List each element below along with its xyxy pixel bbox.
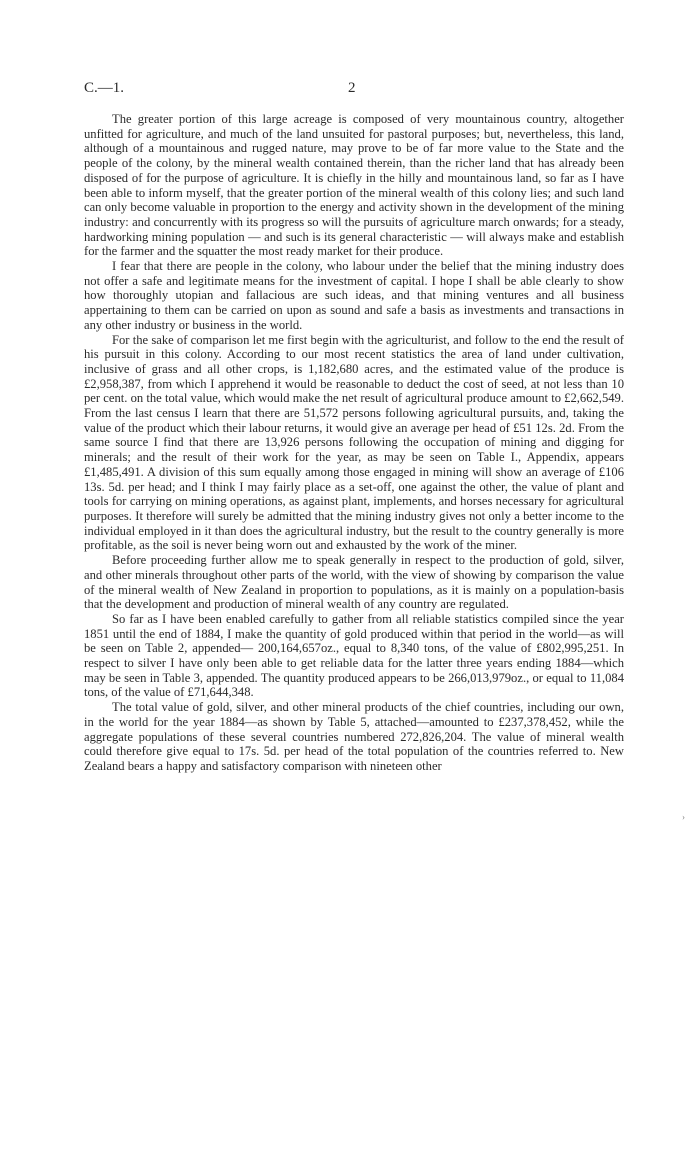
paragraph: The greater portion of this large acreage is composed of very mountainous country, altogether unfitted for agriculture, and much of the land unsuited for pastoral purposes; but, nevertheless, this land, although of a mountainous and rugged nature, may prove to be of far more value to the State and the people of the colony, by the mineral wealth contained therein, than the richer land that has already been disposed of for the purpose of agriculture. It is chiefly in the hilly and mountainous land, so far as I have been able to inform myself, that the greater portion of the mineral wealth of this colony lies; and such land can only become valuable in proportion to the energy and activity shown in the development of the mining industry: and concurrently with its progress so will the pursuits of agriculture march onwards; for a steady, hardworking mining population — and such is its general characteristic — will always make and establish for the farmer and the squatter the most ready market for their produce. (84, 112, 624, 259)
paragraph: For the sake of comparison let me first begin with the agriculturist, and follow to the end the result of his pursuit in this colony. According to our most recent statistics the area of land under cultivation, inclusive of grass and all other crops, is 1,182,680 acres, and the estimated value of the produce is £2,958,387, from which I apprehend it would be reasonable to deduct the cost of seed, at not less than 10 per cent. on the total value, which would make the net result of agricultural produce amount to £2,662,549. From the last census I learn that there are 51,572 persons following agricultural pursuits, and, taking the value of the product which their labour returns, it would give an average per head of £51 12s. 2d. From the same source I find that there are 13,926 persons following the occupation of mining and digging for minerals; and the result of their work for the year, as may be seen on Table I., Appendix, appears £1,485,491. A division of this sum equally among those engaged in mining will show an average of £106 13s. 5d. per head; and I think I may fairly place as a set-off, one against the other, the value of plant and tools for carrying on mining operations, as against plant, implements, and horses necessary for agricultural purposes. It therefore will surely be admitted that the mining industry gives not only a better income to the individual employed in it than does the agricultural industry, but the result to the country generally is more profitable, as the soil is never being worn out and exhausted by the work of the miner. (84, 332, 624, 553)
page-header (84, 80, 624, 100)
scan-margin-mark: › (682, 812, 685, 822)
body-text (84, 112, 624, 774)
document-reference: C.—1. (84, 80, 125, 96)
paragraph: Before proceeding further allow me to speak generally in respect to the production of gold, silver, and other minerals throughout other parts of the world, with the view of showing by comparison the value of the mineral wealth of New Zealand in proportion to populations, as it is mainly on a population-basis that the development and production of mineral wealth of any country are regulated. (84, 553, 624, 612)
paragraph: I fear that there are people in the colony, who labour under the belief that the mining industry does not offer a safe and legitimate means for the investment of capital. I hope I shall be able clearly to show how thoroughly utopian and fallacious are such ideas, and that mining ventures and all business appertaining to them can be carried on upon as sound and safe a basis as investments and transactions in any other industry or business in the world. (84, 259, 624, 332)
page-number: 2 (348, 80, 356, 96)
paragraph: The total value of gold, silver, and other mineral products of the chief countries, including our own, in the world for the year 1884—as shown by Table 5, attached—amounted to £237,378,452, while the aggregate populations of these several countries numbered 272,826,204. The value of mineral wealth could therefore give equal to 17s. 5d. per head of the total population of the countries referred to. New Zealand bears a happy and satisfactory comparison with nineteen other (84, 700, 624, 773)
paragraph: So far as I have been enabled carefully to gather from all reliable statistics compiled since the year 1851 until the end of 1884, I make the quantity of gold produced within that period in the world—as will be seen on Table 2, appended— 200,164,657oz., equal to 8,340 tons, of the value of £802,995,251. In respect to silver I have only been able to get reliable data for the latter three years ending 1884—which may be seen in Table 3, appended. The quantity produced appears to be 266,013,979oz., or equal to 11,084 tons, of the value of £71,644,348. (84, 611, 624, 700)
